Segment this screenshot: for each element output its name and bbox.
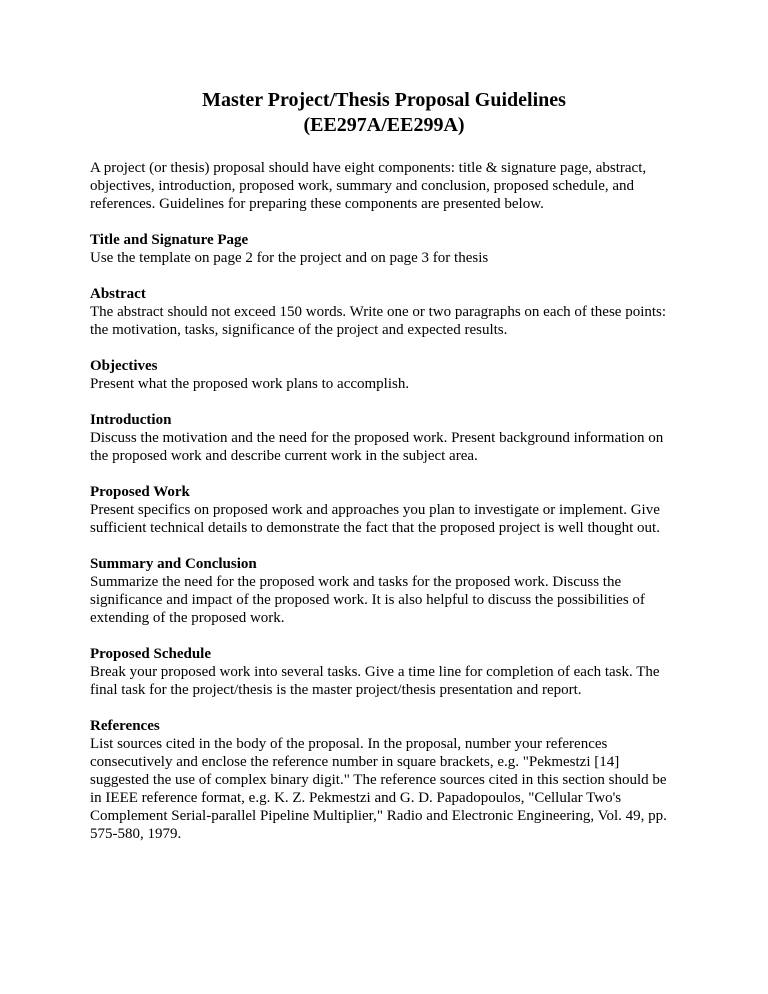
section-body: Present what the proposed work plans to accomplish. xyxy=(90,376,410,392)
section-heading: References xyxy=(90,718,160,734)
section-references xyxy=(90,717,678,843)
section-heading: Objectives xyxy=(90,358,158,374)
section-body: The abstract should not exceed 150 words. Write one or two paragraphs on each of these points: the motivation, tasks, significance of the project and expected results. xyxy=(90,304,667,338)
section-body: List sources cited in the body of the proposal. In the proposal, number your references consecutively and enclose the reference number in square brackets, e.g. "Pekmestzi [14] suggested the use of complex binary digit." The reference sources cited in this section should be in IEEE reference format, e.g. K. Z. Pekmestzi and G. D. Papadopoulos, "Cellular Two's Complement Serial-parallel Pipeline Multiplier," Radio and Electronic Engineering, Vol. 49, pp. 575-580, 1979. xyxy=(90,736,667,842)
document-title-line-2: (EE297A/EE299A) xyxy=(303,114,465,136)
section-summary-and-conclusion xyxy=(90,555,678,627)
section-title-and-signature-page xyxy=(90,231,678,267)
section-heading: Proposed Schedule xyxy=(90,646,211,662)
section-heading: Proposed Work xyxy=(90,484,190,500)
section-abstract xyxy=(90,285,678,339)
intro-paragraph: A project (or thesis) proposal should have eight components: title & signature page, abstract, objectives, introduction, proposed work, summary and conclusion, proposed schedule, and references. Guidelines for preparing these components are presented below. xyxy=(90,160,647,212)
section-objectives xyxy=(90,357,678,393)
section-body: Use the template on page 2 for the project and on page 3 for thesis xyxy=(90,250,489,266)
section-heading: Introduction xyxy=(90,412,172,428)
section-heading: Title and Signature Page xyxy=(90,232,249,248)
section-introduction xyxy=(90,411,678,465)
document-title xyxy=(90,88,678,138)
section-proposed-work xyxy=(90,483,678,537)
section-body: Discuss the motivation and the need for the proposed work. Present background information on the proposed work and describe current work in the subject area. xyxy=(90,430,664,464)
section-body: Summarize the need for the proposed work and tasks for the proposed work. Discuss the significance and impact of the proposed work. It is also helpful to discuss the possibilities of extending of the proposed work. xyxy=(90,574,645,626)
section-body: Break your proposed work into several tasks. Give a time line for completion of each task. The final task for the project/thesis is the master project/thesis presentation and report. xyxy=(90,664,660,698)
section-proposed-schedule xyxy=(90,645,678,699)
section-body: Present specifics on proposed work and approaches you plan to investigate or implement. Give sufficient technical details to demonstrate the fact that the proposed project is well thought out. xyxy=(90,502,660,536)
section-heading: Summary and Conclusion xyxy=(90,556,257,572)
section-heading: Abstract xyxy=(90,286,146,302)
document-title-line-1: Master Project/Thesis Proposal Guidelines xyxy=(202,89,566,111)
